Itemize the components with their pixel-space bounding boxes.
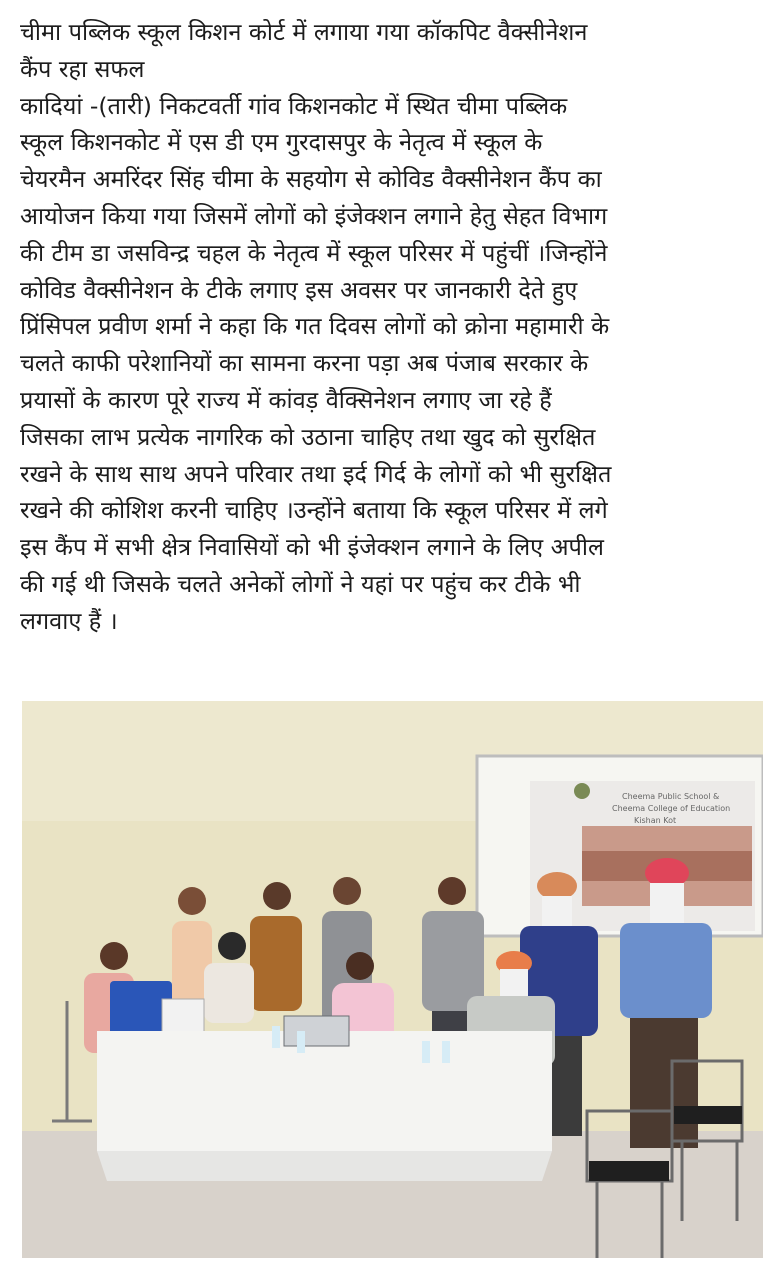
table (97, 1031, 552, 1151)
projector-text-2: Cheema College of Education (612, 804, 731, 813)
vaccination-camp-photo[interactable] (22, 701, 763, 1258)
projector-text-1: Cheema Public School & (622, 792, 720, 801)
post-text: चीमा पब्लिक स्कूल किशन कोर्ट में लगाया गया कॉकपिट वैक्सीनेशन कैंप रहा सफल कादियां -(तारी) निकटवर्ती गांव किशनकोट में स्थित चीमा पब्लिक स्कूल किशनकोट में एस डी एम गुरदासपुर के नेतृत्व में स्कूल के चेयरमैन अमरिंदर सिंह चीमा के सहयोग से कोविड वैक्सीनेशन कैंप का आयोजन किया गया जिसमें लोगों को इंजेक्शन लगाने हेतु सेहत विभाग की टीम डा जसविन्द्र चहल के नेतृत्व में स्कूल परिसर में पहुंचीं ।जिन्होंने कोविड वैक्सीनेशन के टीके लगाए इस अवसर पर जानकारी देते हुए प्रिंसिपल प्रवीण शर्मा ने कहा कि गत दिवस लोगों को क्रोना महामारी के चलते काफी परेशानियों का सामना करना पड़ा अब पंजाब सरकार के प्रयासों के कारण पूरे राज्य में कांवड़ वैक्सिनेशन लगाए जा रहे हैं जिसका लाभ प्रत्येक नागरिक को उठाना चाहिए तथा खुद को सुरक्षित रखने के साथ साथ अपने परिवार तथा इर्द गिर्द के लोगों को भी सुरक्षित रखने की कोशिश करनी चाहिए ।उन्होंने बताया कि स्कूल परिसर में लगे इस कैंप में सभी क्षेत्र निवासियों को भी इंजेक्शन लगाने के लिए अपील की गई थी जिसके चलते अनेकों लोगों ने यहां पर पहुंच कर टीके भी लगवाए हैं । (20, 18, 612, 635)
projector-text-3: Kishan Kot (634, 816, 677, 825)
laptop (284, 1016, 349, 1046)
